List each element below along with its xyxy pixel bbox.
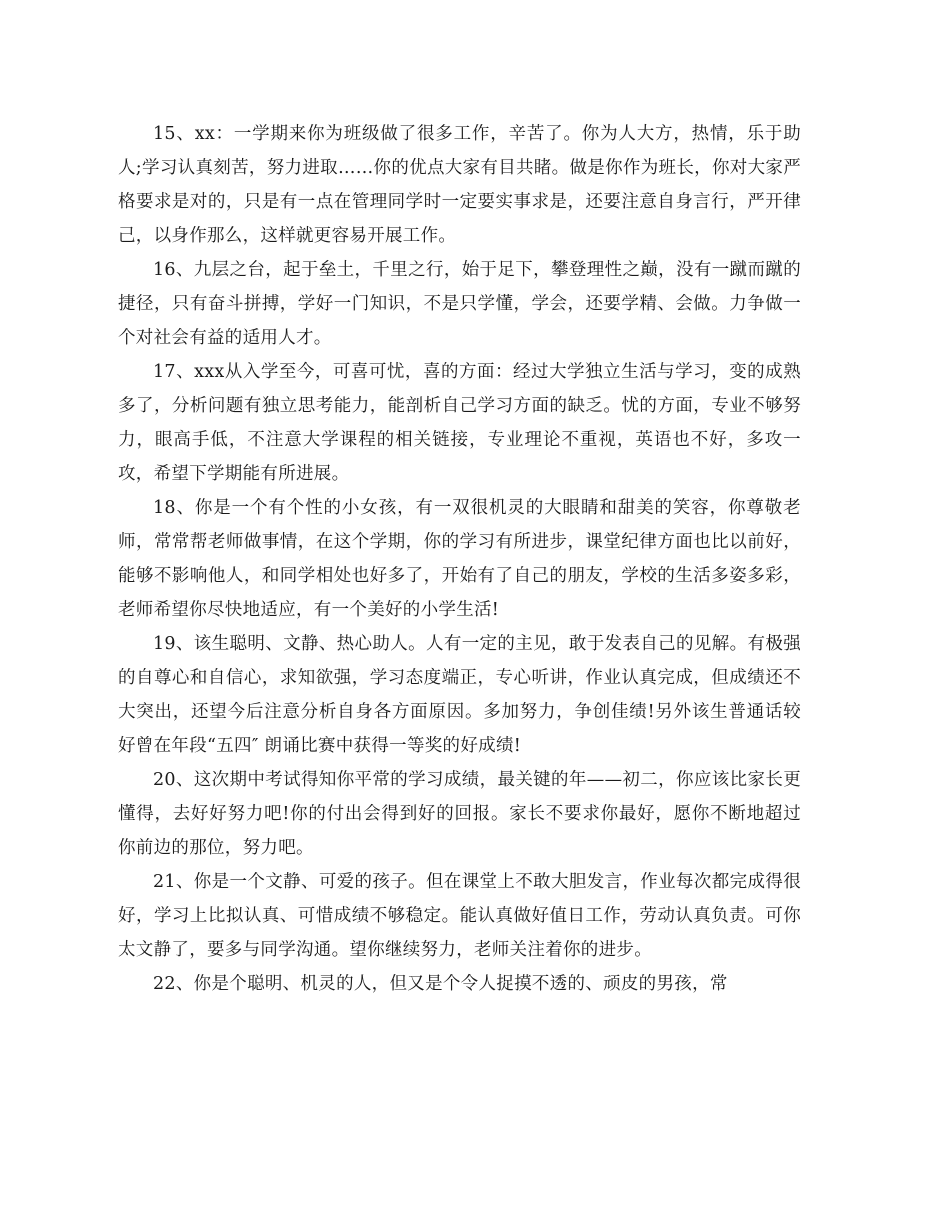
comment-paragraph-22: 22、你是个聪明、机灵的人，但又是个令人捉摸不透的、顽皮的男孩，常 [153, 974, 728, 994]
comment-paragraph-21: 21、你是一个文静、可爱的孩子。但在课堂上不敢大胆发言，作业每次都完成得很好，学习上比拟认真、可惜成绩不够稳定。能认真做好值日工作，劳动认真负责。可你太文静了，要多与同学沟通。望你继续努力，老师关注着你的进步。 [118, 872, 801, 960]
comment-paragraph-19: 19、该生聪明、文静、热心助人。人有一定的主见，敢于发表自己的见解。有极强的自尊心和自信心，求知欲强，学习态度端正，专心听讲，作业认真完成，但成绩还不大突出，还望今后注意分析自身各方面原因。多加努力，争创佳绩!另外该生普通话较好曾在年段“五四″ 朗诵比赛中获得一等奖的好成绩! [118, 634, 801, 756]
comment-paragraph-17: 17、xxx从入学至今，可喜可忧，喜的方面：经过大学独立生活与学习，变的成熟多了，分析问题有独立思考能力，能剖析自己学习方面的缺乏。忧的方面，专业不够努力，眼高手低，不注意大学课程的相关链接，专业理论不重视，英语也不好，多攻一攻，希望下学期能有所进展。 [118, 362, 801, 484]
comment-paragraph-15: 15、xx：一学期来你为班级做了很多工作，辛苦了。你为人大方，热情，乐于助人;学习认真刻苦，努力进取……你的优点大家有目共睹。做是你作为班长，你对大家严格要求是对的，只是有一点在管理同学时一定要实事求是，还要注意自身言行，严开律己，以身作那么，这样就更容易开展工作。 [118, 124, 801, 246]
comment-paragraph-18: 18、你是一个有个性的小女孩，有一双很机灵的大眼睛和甜美的笑容，你尊敬老师，常常帮老师做事情，在这个学期，你的学习有所进步，课堂纪律方面也比以前好，能够不影响他人，和同学相处也好多了，开始有了自己的朋友，学校的生活多姿多彩，老师希望你尽快地适应，有一个美好的小学生活! [118, 498, 801, 620]
document-body [118, 117, 801, 1001]
comment-paragraph-20: 20、这次期中考试得知你平常的学习成绩，最关键的年——初二，你应该比家长更懂得，去好好努力吧!你的付出会得到好的回报。家长不要求你最好，愿你不断地超过你前边的那位，努力吧。 [118, 770, 801, 858]
comment-paragraph-16: 16、九层之台，起于垒土，千里之行，始于足下，攀登理性之巅，没有一蹴而蹴的捷径，只有奋斗拼搏，学好一门知识，不是只学懂，学会，还要学精、会做。力争做一个对社会有益的适用人才。 [118, 260, 801, 348]
